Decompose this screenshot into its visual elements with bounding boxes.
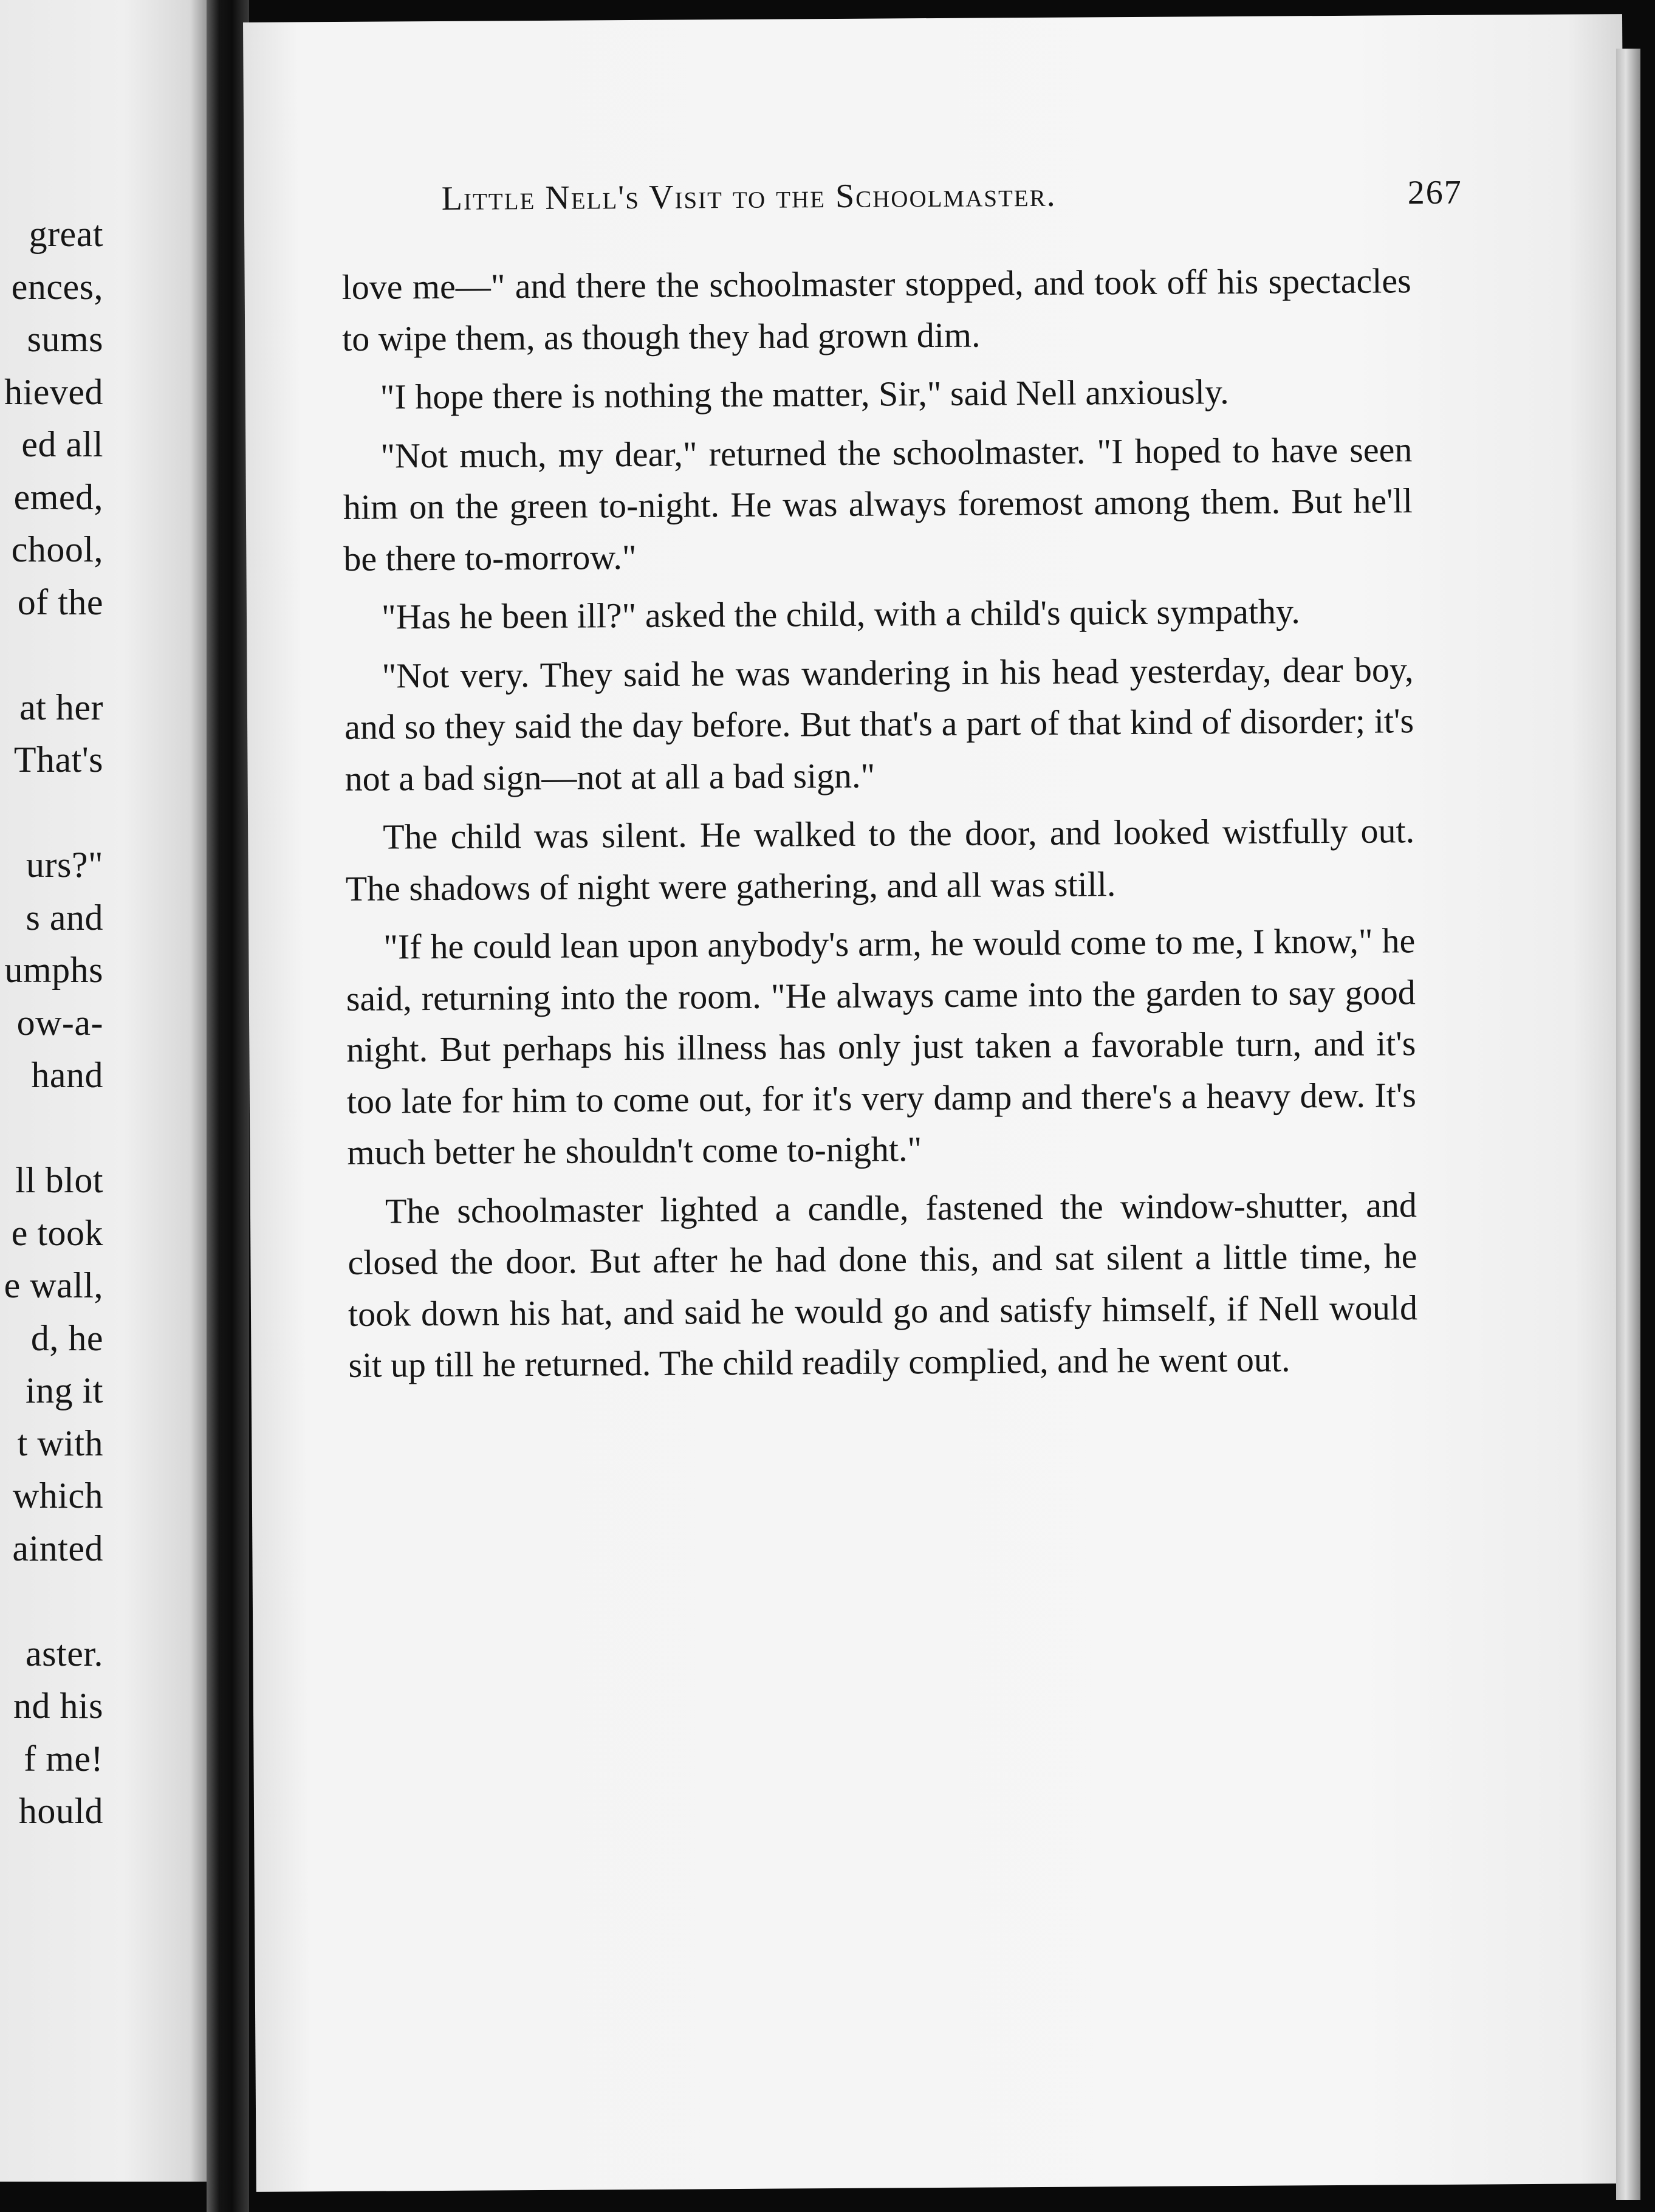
- facing-page-fragment: ow-a-: [16, 1002, 103, 1043]
- facing-page-edge: [0, 0, 207, 2182]
- paragraph: "Has he been ill?" asked the child, with a child's quick sympathy.: [381, 591, 1300, 637]
- facing-page-fragment: hould: [18, 1791, 103, 1831]
- paragraph: The schoolmaster lighted a candle, fastened the window-shutter, and closed the door. But after he had done this, and sat silent a little time, he took down his hat, and said he would go and satisfy himself, if Nell would sit up till he returned. The child readily complied, and he went out.: [348, 1184, 1418, 1385]
- body-text: [341, 255, 1417, 1398]
- facing-page-fragment: of the: [17, 582, 103, 622]
- paragraph: "I hope there is nothing the matter, Sir," said Nell anxiously.: [380, 372, 1229, 417]
- paragraph: "Not much, my dear," returned the schoolmaster. "I hoped to have seen him on the green to-night. He was always foremost among them. But he'll be there to-morrow.": [343, 429, 1413, 579]
- facing-page-fragment: f me!: [24, 1738, 103, 1779]
- facing-page-fragment: nd his: [13, 1686, 103, 1726]
- page-number: 267: [1407, 173, 1462, 212]
- facing-page-fragment: s and: [26, 897, 103, 938]
- facing-page-fragment: urs?": [26, 845, 103, 885]
- facing-page-fragment: sums: [27, 319, 103, 359]
- paragraph: "Not very. They said he was wandering in his head yesterday, dear boy, and so they said the day before. But that's a part of that kind of disorder; it's not a bad sign—not at all a bad sign.": [344, 649, 1414, 799]
- facing-page-fragment: aster.: [26, 1633, 103, 1674]
- facing-page-fragment: great: [29, 214, 103, 254]
- facing-page-fragment: e wall,: [4, 1265, 103, 1305]
- facing-page-fragment: That's: [13, 740, 103, 780]
- facing-page-fragment: ainted: [12, 1528, 103, 1568]
- facing-page-fragment: ll blot: [15, 1160, 103, 1200]
- running-head: [442, 173, 1462, 218]
- facing-page-fragment: e took: [11, 1212, 103, 1253]
- facing-page-fragment: ing it: [25, 1370, 103, 1410]
- paragraph: The child was silent. He walked to the door, and looked wistfully out. The shadows of night were gathering, and all was still.: [345, 811, 1415, 908]
- facing-page-fragment: chool,: [11, 529, 103, 569]
- facing-page-fragment: emed,: [13, 476, 103, 517]
- page-edge-stack: [1616, 49, 1640, 2200]
- book-page: [243, 14, 1636, 2192]
- running-head-title: Little Nell's Visit to the Schoolmaster.: [441, 176, 1057, 218]
- facing-page-fragment: hieved: [4, 371, 103, 412]
- facing-page-fragment: ences,: [11, 266, 103, 307]
- facing-page-fragment: ed all: [21, 424, 103, 464]
- facing-page-fragment: d, he: [30, 1317, 103, 1358]
- book-gutter: [207, 0, 249, 2212]
- facing-page-fragment: umphs: [4, 950, 103, 990]
- paragraph: love me—" and there the schoolmaster stopped, and took off his spectacles to wipe them, as though they had grown dim.: [341, 261, 1411, 359]
- facing-page-fragment: t with: [17, 1423, 103, 1463]
- facing-page-fragment: hand: [31, 1055, 103, 1095]
- facing-page-fragment: which: [12, 1475, 103, 1516]
- facing-page-fragment: at her: [19, 687, 103, 727]
- paragraph: "If he could lean upon anybody's arm, he would come to me, I know," he said, returning into the room. "He always came into the garden to say good night. But perhaps his illness has only just taken a favorable turn, and it's too late for him to come out, for it's very damp and there's a heavy dew. It's much better he shouldn't come to-night.": [346, 921, 1417, 1172]
